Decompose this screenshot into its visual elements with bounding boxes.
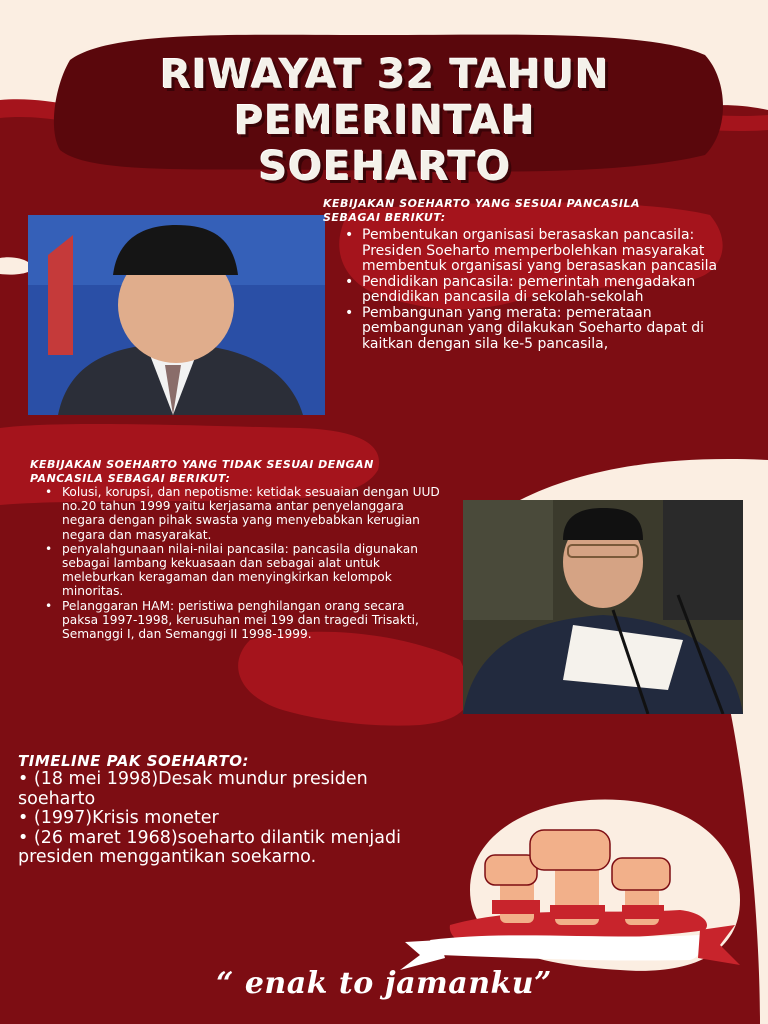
title-line-2: PEMERINTAH xyxy=(234,98,536,144)
list-tidak-sesuai-pancasila xyxy=(40,485,440,641)
timeline-item: • (1997)Krisis moneter xyxy=(18,808,219,828)
title-line-3: SOEHARTO xyxy=(258,144,512,190)
list-item: • Pelanggaran HAM: peristiwa penghilangan orang secara paksa 1997-1998, kerusuhan mei 199 dan tragedi Trisakti, Semanggi I, dan Semanggi II 1998-1999. xyxy=(40,599,440,642)
speech-photo xyxy=(463,500,743,714)
heading-sesuai-pancasila: KEBIJAKAN SOEHARTO YANG SESUAI PANCASILA SEBAGAI BERIKUT: xyxy=(323,197,640,224)
list-item: • Kolusi, korupsi, dan nepotisme: ketidak sesuaian dengan UUD no.20 tahun 1999 yaitu kerjasama antar penyelanggara negara dengan pihak swasta yang menyebabkan kerugian negara dan masyarakat. xyxy=(40,485,440,542)
heading-tidak-sesuai-pancasila: KEBIJAKAN SOEHARTO YANG TIDAK SESUAI DENGAN PANCASILA SEBAGAI BERIKUT: xyxy=(30,458,374,485)
list-item: • Pembangunan yang merata: pemerataan pembangunan yang dilakukan Soeharto dapat di kaitkan dengan sila ke-5 pancasila, xyxy=(340,306,740,353)
timeline-heading: TIMELINE PAK SOEHARTO: xyxy=(18,752,250,770)
list-item: • Pembentukan organisasi berasaskan pancasila: Presiden Soeharto memperbolehkan masyarakat membentuk organisasi yang berasaskan pancasila xyxy=(340,228,740,275)
list-item: • Pendidikan pancasila: pemerintah mengadakan pendidikan pancasila di sekolah-sekolah xyxy=(340,275,740,306)
list-sesuai-pancasila xyxy=(340,228,740,352)
title-line-1: RIWAYAT 32 TAHUN xyxy=(160,52,610,98)
list-item: • penyalahgunaan nilai-nilai pancasila: pancasila digunakan sebagai lambang kekuasaan dan sebagai alat untuk meleburkan keragaman dan menyingkirkan kelompok minoritas. xyxy=(40,542,440,599)
closing-quote: “ enak to jamanku” xyxy=(216,966,552,1001)
timeline-list xyxy=(18,770,438,868)
page-title xyxy=(90,52,680,190)
portrait-photo xyxy=(28,215,325,415)
timeline-item: • (18 mei 1998)Desak mundur presiden soeharto xyxy=(18,769,368,809)
timeline-item: • (26 maret 1968)soeharto dilantik menjadi presiden menggantikan soekarno. xyxy=(18,827,401,867)
